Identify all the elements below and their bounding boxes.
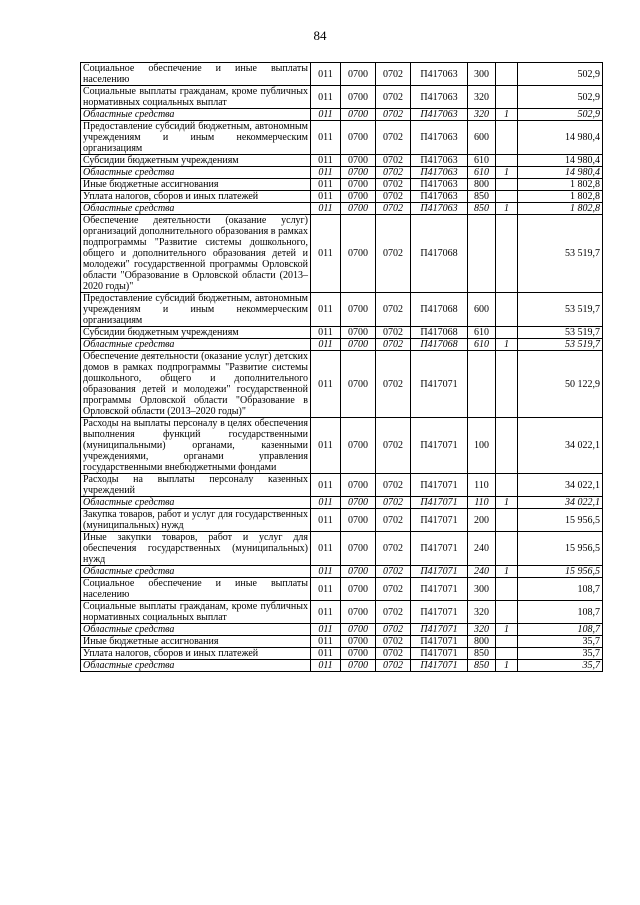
target-article-code: П417063 xyxy=(411,86,468,109)
ministry-code: 011 xyxy=(311,179,341,191)
section-code: 0700 xyxy=(341,497,376,509)
target-article-code: П417063 xyxy=(411,121,468,155)
section-code: 0700 xyxy=(341,648,376,660)
table-row xyxy=(81,578,603,601)
subsection-code: 0702 xyxy=(376,566,411,578)
table-row xyxy=(81,474,603,497)
row-description: Областные средства xyxy=(81,660,311,672)
section-code: 0700 xyxy=(341,474,376,497)
amount: 35,7 xyxy=(518,660,603,672)
amount: 108,7 xyxy=(518,578,603,601)
table-row xyxy=(81,86,603,109)
target-article-code: П417063 xyxy=(411,179,468,191)
target-article-code: П417071 xyxy=(411,474,468,497)
section-code: 0700 xyxy=(341,179,376,191)
section-code: 0700 xyxy=(341,167,376,179)
table-row xyxy=(81,339,603,351)
table-row xyxy=(81,167,603,179)
row-description: Иные закупки товаров, работ и услуг для обеспечения государственных (муниципальных) нужд xyxy=(81,532,311,566)
funding-source-code: 1 xyxy=(496,167,518,179)
row-description: Иные бюджетные ассигнования xyxy=(81,636,311,648)
amount: 14 980,4 xyxy=(518,155,603,167)
ministry-code: 011 xyxy=(311,497,341,509)
table-row xyxy=(81,215,603,293)
funding-source-code xyxy=(496,191,518,203)
target-article-code: П417063 xyxy=(411,203,468,215)
ministry-code: 011 xyxy=(311,121,341,155)
ministry-code: 011 xyxy=(311,648,341,660)
amount: 53 519,7 xyxy=(518,339,603,351)
target-article-code: П417071 xyxy=(411,566,468,578)
funding-source-code: 1 xyxy=(496,339,518,351)
subsection-code: 0702 xyxy=(376,179,411,191)
subsection-code: 0702 xyxy=(376,339,411,351)
expense-type-code xyxy=(468,215,496,293)
expense-type-code: 850 xyxy=(468,660,496,672)
row-description: Областные средства xyxy=(81,497,311,509)
target-article-code: П417063 xyxy=(411,63,468,86)
row-description: Субсидии бюджетным учреждениям xyxy=(81,327,311,339)
amount: 50 122,9 xyxy=(518,351,603,418)
ministry-code: 011 xyxy=(311,339,341,351)
section-code: 0700 xyxy=(341,203,376,215)
ministry-code: 011 xyxy=(311,86,341,109)
expense-type-code: 110 xyxy=(468,474,496,497)
table-row xyxy=(81,203,603,215)
ministry-code: 011 xyxy=(311,167,341,179)
table-row xyxy=(81,109,603,121)
funding-source-code xyxy=(496,509,518,532)
subsection-code: 0702 xyxy=(376,648,411,660)
amount: 14 980,4 xyxy=(518,121,603,155)
funding-source-code: 1 xyxy=(496,203,518,215)
row-description: Социальные выплаты гражданам, кроме публичных нормативных социальных выплат xyxy=(81,601,311,624)
expense-type-code: 320 xyxy=(468,86,496,109)
row-description: Предоставление субсидий бюджетным, автономным учреждениям и иным некоммерческим организациям xyxy=(81,293,311,327)
subsection-code: 0702 xyxy=(376,418,411,474)
row-description: Областные средства xyxy=(81,566,311,578)
ministry-code: 011 xyxy=(311,578,341,601)
expense-type-code: 600 xyxy=(468,121,496,155)
section-code: 0700 xyxy=(341,566,376,578)
subsection-code: 0702 xyxy=(376,155,411,167)
row-description: Социальные выплаты гражданам, кроме публичных нормативных социальных выплат xyxy=(81,86,311,109)
row-description: Областные средства xyxy=(81,167,311,179)
expense-type-code: 610 xyxy=(468,155,496,167)
expense-type-code xyxy=(468,351,496,418)
funding-source-code xyxy=(496,636,518,648)
section-code: 0700 xyxy=(341,215,376,293)
funding-source-code: 1 xyxy=(496,109,518,121)
target-article-code: П417071 xyxy=(411,624,468,636)
subsection-code: 0702 xyxy=(376,121,411,155)
funding-source-code xyxy=(496,215,518,293)
row-description: Уплата налогов, сборов и иных платежей xyxy=(81,191,311,203)
ministry-code: 011 xyxy=(311,418,341,474)
amount: 108,7 xyxy=(518,601,603,624)
subsection-code: 0702 xyxy=(376,215,411,293)
table-row xyxy=(81,155,603,167)
row-description: Расходы на выплаты персоналу казенных учреждений xyxy=(81,474,311,497)
budget-table xyxy=(80,62,603,672)
funding-source-code xyxy=(496,418,518,474)
amount: 53 519,7 xyxy=(518,215,603,293)
subsection-code: 0702 xyxy=(376,509,411,532)
row-description: Областные средства xyxy=(81,109,311,121)
expense-type-code: 320 xyxy=(468,624,496,636)
table-row xyxy=(81,532,603,566)
section-code: 0700 xyxy=(341,339,376,351)
section-code: 0700 xyxy=(341,624,376,636)
expense-type-code: 320 xyxy=(468,601,496,624)
target-article-code: П417071 xyxy=(411,578,468,601)
expense-type-code: 300 xyxy=(468,63,496,86)
target-article-code: П417071 xyxy=(411,351,468,418)
target-article-code: П417063 xyxy=(411,109,468,121)
funding-source-code xyxy=(496,63,518,86)
ministry-code: 011 xyxy=(311,155,341,167)
ministry-code: 011 xyxy=(311,191,341,203)
funding-source-code xyxy=(496,474,518,497)
row-description: Предоставление субсидий бюджетным, автономным учреждениям и иным некоммерческим организациям xyxy=(81,121,311,155)
ministry-code: 011 xyxy=(311,215,341,293)
funding-source-code xyxy=(496,293,518,327)
target-article-code: П417071 xyxy=(411,497,468,509)
row-description: Субсидии бюджетным учреждениям xyxy=(81,155,311,167)
amount: 34 022,1 xyxy=(518,497,603,509)
row-description: Иные бюджетные ассигнования xyxy=(81,179,311,191)
table-row xyxy=(81,566,603,578)
target-article-code: П417071 xyxy=(411,509,468,532)
expense-type-code: 110 xyxy=(468,497,496,509)
amount: 35,7 xyxy=(518,648,603,660)
funding-source-code xyxy=(496,578,518,601)
section-code: 0700 xyxy=(341,121,376,155)
subsection-code: 0702 xyxy=(376,636,411,648)
expense-type-code: 850 xyxy=(468,648,496,660)
row-description: Областные средства xyxy=(81,624,311,636)
ministry-code: 011 xyxy=(311,203,341,215)
target-article-code: П417068 xyxy=(411,327,468,339)
amount: 34 022,1 xyxy=(518,474,603,497)
amount: 53 519,7 xyxy=(518,327,603,339)
ministry-code: 011 xyxy=(311,624,341,636)
section-code: 0700 xyxy=(341,191,376,203)
section-code: 0700 xyxy=(341,601,376,624)
target-article-code: П417068 xyxy=(411,293,468,327)
subsection-code: 0702 xyxy=(376,497,411,509)
row-description: Социальное обеспечение и иные выплаты населению xyxy=(81,63,311,86)
subsection-code: 0702 xyxy=(376,327,411,339)
section-code: 0700 xyxy=(341,293,376,327)
section-code: 0700 xyxy=(341,509,376,532)
expense-type-code: 800 xyxy=(468,636,496,648)
amount: 1 802,8 xyxy=(518,191,603,203)
target-article-code: П417063 xyxy=(411,167,468,179)
expense-type-code: 850 xyxy=(468,191,496,203)
funding-source-code: 1 xyxy=(496,624,518,636)
row-description: Областные средства xyxy=(81,339,311,351)
amount: 53 519,7 xyxy=(518,293,603,327)
row-description: Социальное обеспечение и иные выплаты населению xyxy=(81,578,311,601)
funding-source-code xyxy=(496,179,518,191)
ministry-code: 011 xyxy=(311,474,341,497)
funding-source-code xyxy=(496,86,518,109)
table-row xyxy=(81,624,603,636)
amount: 502,9 xyxy=(518,109,603,121)
expense-type-code: 610 xyxy=(468,339,496,351)
funding-source-code: 1 xyxy=(496,497,518,509)
section-code: 0700 xyxy=(341,327,376,339)
ministry-code: 011 xyxy=(311,566,341,578)
table-row xyxy=(81,293,603,327)
table-row xyxy=(81,660,603,672)
ministry-code: 011 xyxy=(311,601,341,624)
expense-type-code: 100 xyxy=(468,418,496,474)
target-article-code: П417068 xyxy=(411,339,468,351)
table-row xyxy=(81,351,603,418)
ministry-code: 011 xyxy=(311,636,341,648)
section-code: 0700 xyxy=(341,351,376,418)
amount: 15 956,5 xyxy=(518,509,603,532)
target-article-code: П417071 xyxy=(411,636,468,648)
ministry-code: 011 xyxy=(311,532,341,566)
ministry-code: 011 xyxy=(311,327,341,339)
section-code: 0700 xyxy=(341,63,376,86)
target-article-code: П417063 xyxy=(411,191,468,203)
target-article-code: П417071 xyxy=(411,532,468,566)
section-code: 0700 xyxy=(341,636,376,648)
subsection-code: 0702 xyxy=(376,293,411,327)
expense-type-code: 320 xyxy=(468,109,496,121)
ministry-code: 011 xyxy=(311,293,341,327)
subsection-code: 0702 xyxy=(376,63,411,86)
subsection-code: 0702 xyxy=(376,109,411,121)
amount: 35,7 xyxy=(518,636,603,648)
table-row xyxy=(81,418,603,474)
funding-source-code xyxy=(496,648,518,660)
expense-type-code: 850 xyxy=(468,203,496,215)
subsection-code: 0702 xyxy=(376,203,411,215)
row-description: Расходы на выплаты персоналу в целях обеспечения выполнения функций государственными (муниципальными) органами, казенными учреждениями, органами управления государственными внебюджетными фондами xyxy=(81,418,311,474)
expense-type-code: 610 xyxy=(468,167,496,179)
table-row xyxy=(81,648,603,660)
target-article-code: П417071 xyxy=(411,660,468,672)
ministry-code: 011 xyxy=(311,63,341,86)
row-description: Обеспечение деятельности (оказание услуг) организаций дополнительного образования в рамках подпрограммы "Развитие системы дошкольного, общего и дополнительного образования детей и молодежи" государственной программы Орловской области "Образование в Орловской области (2013–2020 годы)" xyxy=(81,215,311,293)
ministry-code: 011 xyxy=(311,509,341,532)
expense-type-code: 200 xyxy=(468,509,496,532)
table-row xyxy=(81,179,603,191)
table-row xyxy=(81,191,603,203)
section-code: 0700 xyxy=(341,109,376,121)
row-description: Областные средства xyxy=(81,203,311,215)
page-number: 84 xyxy=(313,28,327,43)
subsection-code: 0702 xyxy=(376,660,411,672)
ministry-code: 011 xyxy=(311,351,341,418)
funding-source-code xyxy=(496,532,518,566)
target-article-code: П417071 xyxy=(411,418,468,474)
table-row xyxy=(81,509,603,532)
amount: 15 956,5 xyxy=(518,566,603,578)
amount: 34 022,1 xyxy=(518,418,603,474)
subsection-code: 0702 xyxy=(376,474,411,497)
subsection-code: 0702 xyxy=(376,624,411,636)
funding-source-code: 1 xyxy=(496,566,518,578)
subsection-code: 0702 xyxy=(376,601,411,624)
table-row xyxy=(81,601,603,624)
amount: 14 980,4 xyxy=(518,167,603,179)
subsection-code: 0702 xyxy=(376,86,411,109)
target-article-code: П417071 xyxy=(411,648,468,660)
target-article-code: П417063 xyxy=(411,155,468,167)
amount: 1 802,8 xyxy=(518,179,603,191)
expense-type-code: 800 xyxy=(468,179,496,191)
funding-source-code xyxy=(496,601,518,624)
section-code: 0700 xyxy=(341,532,376,566)
expense-type-code: 600 xyxy=(468,293,496,327)
ministry-code: 011 xyxy=(311,109,341,121)
row-description: Закупка товаров, работ и услуг для государственных (муниципальных) нужд xyxy=(81,509,311,532)
row-description: Уплата налогов, сборов и иных платежей xyxy=(81,648,311,660)
table-row xyxy=(81,636,603,648)
target-article-code: П417068 xyxy=(411,215,468,293)
expense-type-code: 240 xyxy=(468,532,496,566)
table-row xyxy=(81,497,603,509)
amount: 15 956,5 xyxy=(518,532,603,566)
expense-type-code: 300 xyxy=(468,578,496,601)
subsection-code: 0702 xyxy=(376,351,411,418)
table-row xyxy=(81,327,603,339)
section-code: 0700 xyxy=(341,418,376,474)
row-description: Обеспечение деятельности (оказание услуг) детских домов в рамках подпрограммы "Развитие системы дошкольного, общего и дополнительного образования детей и молодежи" государственной программы Орловской области "Образование в Орловской области (2013–2020 годы)" xyxy=(81,351,311,418)
subsection-code: 0702 xyxy=(376,578,411,601)
funding-source-code xyxy=(496,155,518,167)
amount: 502,9 xyxy=(518,86,603,109)
subsection-code: 0702 xyxy=(376,532,411,566)
table-row xyxy=(81,121,603,155)
funding-source-code: 1 xyxy=(496,660,518,672)
funding-source-code xyxy=(496,121,518,155)
amount: 1 802,8 xyxy=(518,203,603,215)
funding-source-code xyxy=(496,327,518,339)
expense-type-code: 240 xyxy=(468,566,496,578)
table-row xyxy=(81,63,603,86)
target-article-code: П417071 xyxy=(411,601,468,624)
amount: 502,9 xyxy=(518,63,603,86)
funding-source-code xyxy=(496,351,518,418)
section-code: 0700 xyxy=(341,578,376,601)
expense-type-code: 610 xyxy=(468,327,496,339)
section-code: 0700 xyxy=(341,155,376,167)
section-code: 0700 xyxy=(341,660,376,672)
subsection-code: 0702 xyxy=(376,191,411,203)
amount: 108,7 xyxy=(518,624,603,636)
section-code: 0700 xyxy=(341,86,376,109)
subsection-code: 0702 xyxy=(376,167,411,179)
ministry-code: 011 xyxy=(311,660,341,672)
